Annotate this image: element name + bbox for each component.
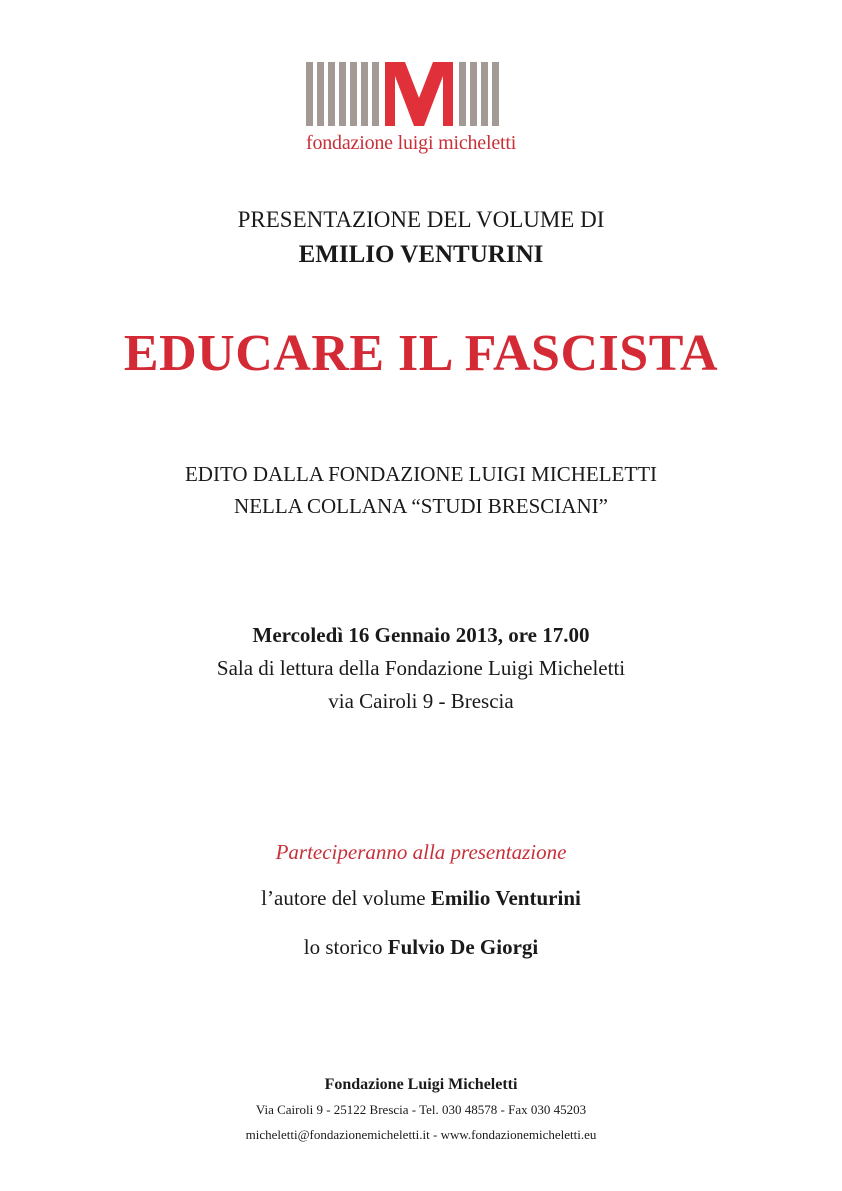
event-date: Mercoledì 16 Gennaio 2013, ore 17.00	[252, 623, 590, 647]
footer-address: Via Cairoli 9 - 25122 Brescia - Tel. 030 48578 - Fax 030 45203	[255, 1102, 587, 1117]
participants-heading: Parteciperanno alla presentazione	[275, 840, 567, 864]
book-title: EDUCARE IL FASCISTA	[123, 325, 719, 382]
participant-item	[0, 935, 842, 960]
author-name: EMILIO VENTURINI	[298, 241, 544, 268]
event-address: via Cairoli 9 - Brescia	[328, 689, 514, 713]
foundation-logo	[306, 60, 538, 160]
footer-foundation-name: Fondazione Luigi Micheletti	[324, 1076, 518, 1093]
participant-name: Emilio Venturini	[430, 886, 581, 910]
event-venue: Sala di lettura della Fondazione Luigi Micheletti	[216, 656, 626, 680]
logo-text: fondazione luigi micheletti	[306, 132, 517, 154]
footer-contacts: micheletti@fondazionemicheletti.it - www.fondazionemicheletti.eu	[245, 1127, 597, 1142]
participant-role: l’autore del volume	[261, 886, 431, 910]
series-line: NELLA COLLANA “STUDI BRESCIANI”	[234, 494, 608, 518]
participant-role: lo storico	[303, 935, 388, 959]
participant-name: Fulvio De Giorgi	[387, 935, 539, 959]
pre-title: PRESENTAZIONE DEL VOLUME DI	[237, 207, 605, 232]
publisher-line: EDITO DALLA FONDAZIONE LUIGI MICHELETTI	[184, 462, 658, 486]
participant-item	[0, 886, 842, 911]
logo-mark-icon	[306, 62, 500, 126]
